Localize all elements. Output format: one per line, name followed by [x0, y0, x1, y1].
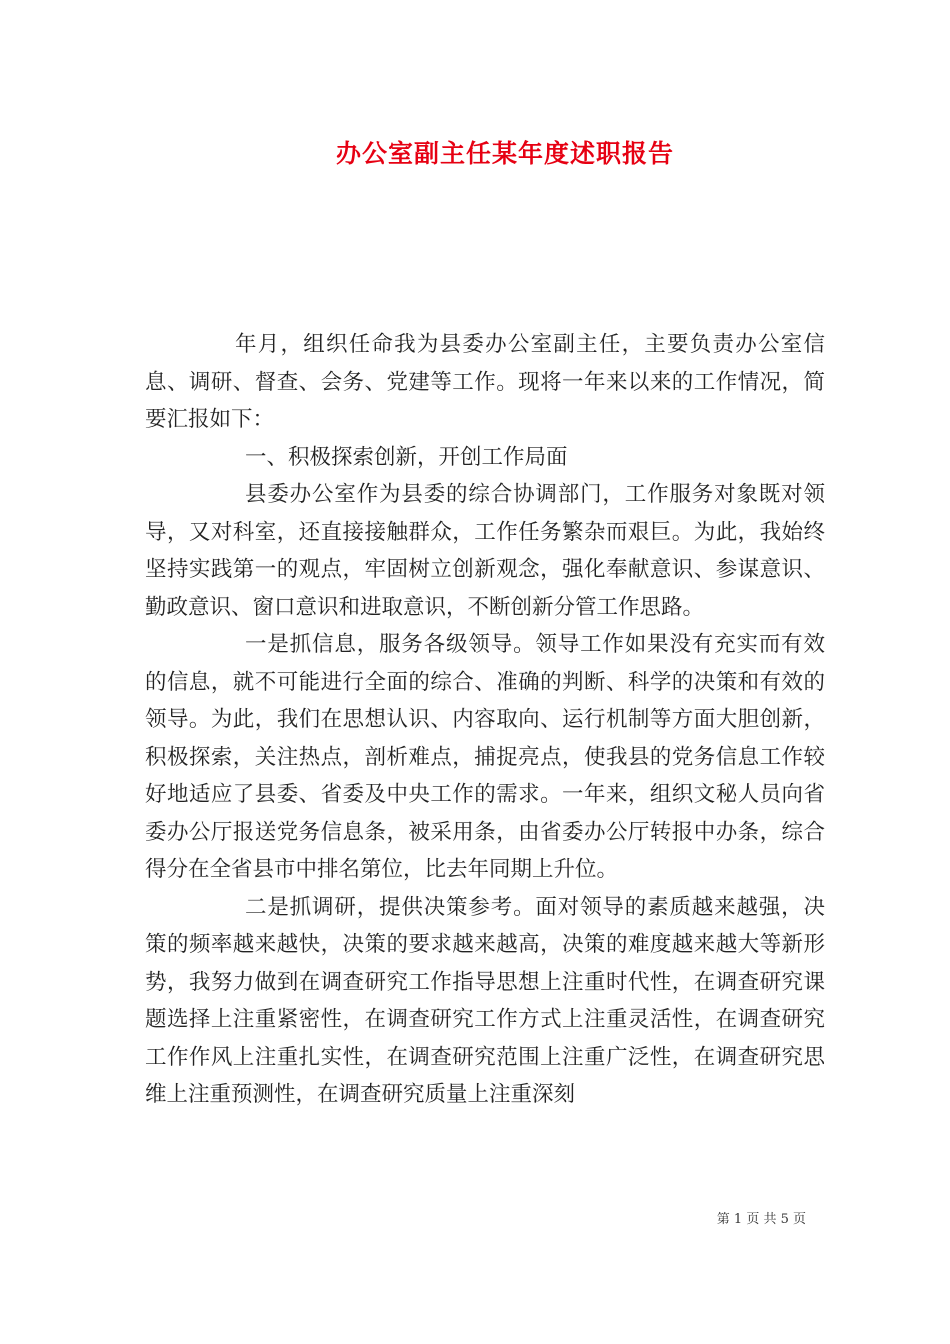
- paragraph-information: 一是抓信息，服务各级领导。领导工作如果没有充实而有效的信息，就不可能进行全面的综合、准确的判断、科学的决策和有效的领导。为此，我们在思想认识、内容取向、运行机制等方面大胆创新，积极探索，关注热点，剖析难点，捕捉亮点，使我县的党务信息工作较好地适应了县委、省委及中央工作的需求。一年来，组织文秘人员向省委办公厅报送党务信息条，被采用条，由省委办公厅转报中办条，综合得分在全省县市中排名第位，比去年同期上升位。: [145, 632, 825, 882]
- page-number-footer: 第 1 页 共 5 页: [716, 1212, 806, 1227]
- paragraph-research: 二是抓调研，提供决策参考。面对领导的素质越来越强，决策的频率越来越快，决策的要求越来越高，决策的难度越来越大等新形势，我努力做到在调查研究工作指导思想上注重时代性，在调查研究课题选择上注重紧密性，在调查研究工作方式上注重灵活性，在调查研究工作作风上注重扎实性，在调查研究范围上注重广泛性，在调查研究思维上注重预测性，在调查研究质量上注重深刻: [145, 894, 825, 1107]
- paragraph-section-1: 县委办公室作为县委的综合协调部门，工作服务对象既对领导，又对科室，还直接接触群众，工作任务繁杂而艰巨。为此，我始终坚持实践第一的观点，牢固树立创新观念，强化奉献意识、参谋意识、勤政意识、窗口意识和进取意识，不断创新分管工作思路。: [145, 482, 825, 620]
- paragraph-intro: 年月，组织任命我为县委办公室副主任，主要负责办公室信息、调研、督查、会务、党建等工作。现将一年来以来的工作情况，简要汇报如下：: [145, 332, 825, 432]
- document-body: [145, 326, 825, 1114]
- document-title: 办公室副主任某年度述职报告: [335, 139, 674, 168]
- section-heading-1: 一、积极探索创新，开创工作局面: [245, 444, 568, 470]
